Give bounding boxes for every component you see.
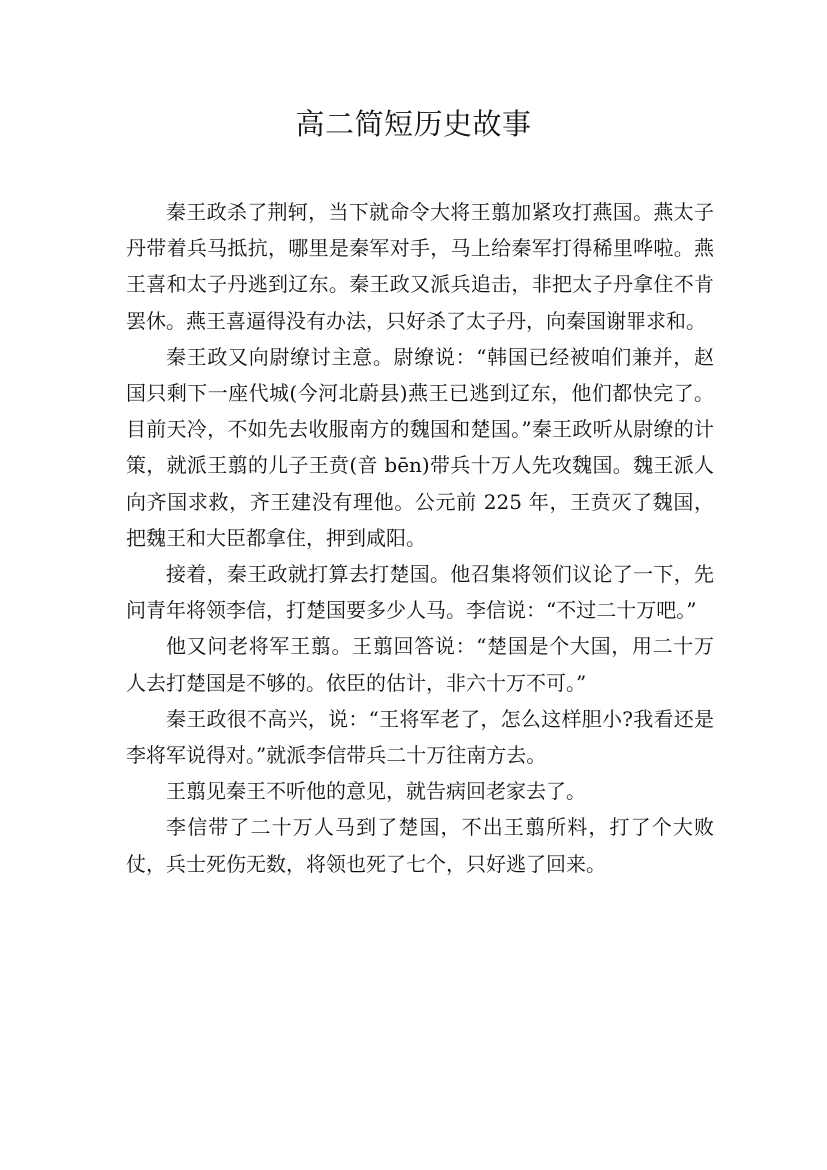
paragraph-5: 秦王政很不高兴，说：“王将军老了，怎么这样胆小?我看还是李将军说得对。”就派李信带兵二十万往南方去。 — [126, 706, 714, 768]
paragraph-7: 李信带了二十万人马到了楚国，不出王翦所料，打了个大败仗，兵士死伤无数，将领也死了七个，只好逃了回来。 — [126, 815, 714, 876]
paragraph-1: 秦王政杀了荆轲，当下就命令大将王翦加紧攻打燕国。燕太子丹带着兵马抵抗，哪里是秦军对手，马上给秦军打得稀里哗啦。燕王喜和太子丹逃到辽东。秦王政又派兵追击，非把太子丹拿住不肯罢休。燕王喜逼得没有办法，只好杀了太子丹，向秦国谢罪求和。 — [126, 200, 714, 333]
paragraph-3: 接着，秦王政就打算去打楚国。他召集将领们议论了一下，先问青年将领李信，打楚国要多少人马。李信说：“不过二十万吧。” — [126, 562, 714, 623]
document-body — [126, 194, 714, 882]
paragraph-6: 王翦见秦王不听他的意见，就告病回老家去了。 — [166, 779, 586, 804]
paragraph-4: 他又问老将军王翦。王翦回答说：“楚国是个大国，用二十万人去打楚国是不够的。依臣的估计，非六十万不可。” — [126, 634, 714, 695]
paragraph-2: 秦王政又向尉缭讨主意。尉缭说：“韩国已经被咱们兼并，赵国只剩下一座代城(今河北蔚县)燕王已逃到辽东，他们都快完了。目前天冷，不如先去收服南方的魏国和楚国。”秦王政听从尉缭的计策，就派王翦的儿子王贲(音 bēn)带兵十万人先攻魏国。魏王派人向齐国求救，齐王建没有理他。公元前 225 年，王贲灭了魏国，把魏王和大臣都拿住，押到咸阳。 — [126, 344, 714, 550]
document-title: 高二简短历史故事 — [295, 107, 532, 141]
